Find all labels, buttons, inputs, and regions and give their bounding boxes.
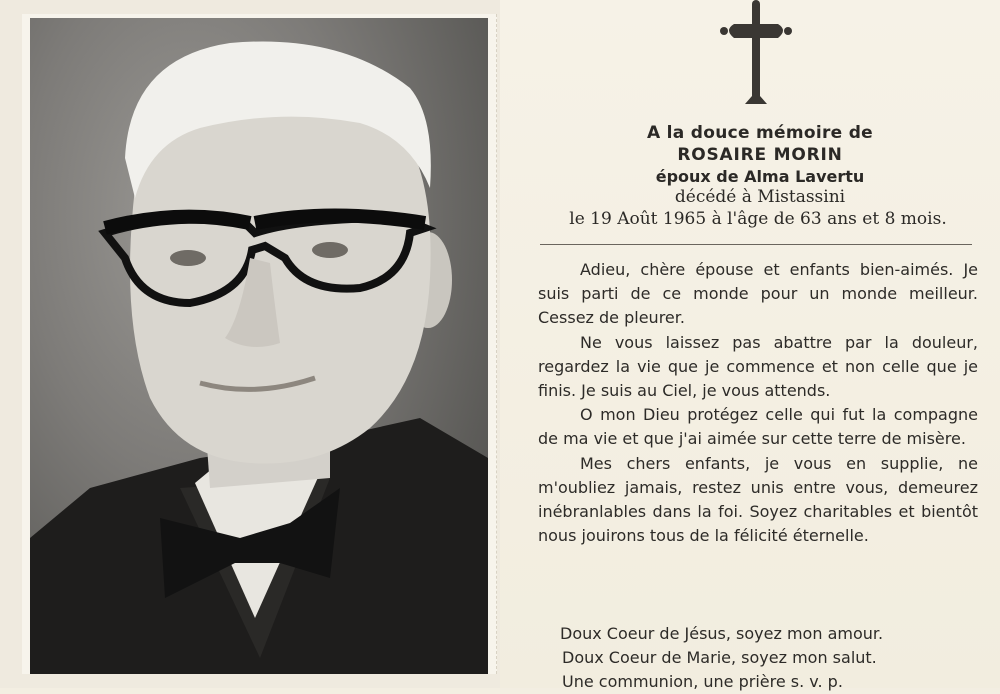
latin-cross-icon	[718, 0, 794, 110]
memorial-message	[538, 258, 978, 548]
portrait-photo	[30, 18, 488, 674]
death-date: le 19 Août 1965 à l'âge de 63 ans et 8 mois.	[569, 209, 947, 229]
paragraph: Adieu, chère épouse et enfants bien-aimés. Je suis parti de ce monde pour un monde meilleur. Cessez de pleurer.	[538, 260, 978, 328]
divider	[540, 244, 972, 245]
prayer-line: Doux Coeur de Jésus, soyez mon amour.	[560, 624, 884, 643]
heading-block	[530, 122, 990, 230]
portrait-illustration	[30, 18, 488, 674]
spouse-line: époux de Alma Lavertu	[655, 167, 865, 186]
photo-frame	[22, 14, 497, 674]
paragraph: O mon Dieu protégez celle qui fut la compagne de ma vie et que j'ai aimée sur cette terre de misère.	[538, 405, 978, 449]
photo-card	[0, 0, 500, 688]
deceased-name: ROSAIRE MORIN	[677, 145, 843, 165]
death-place: décédé à Mistassini	[674, 187, 846, 207]
prayer-line: Une communion, une prière s. v. p.	[562, 672, 843, 691]
paragraph: Mes chers enfants, je vous en supplie, ne m'oubliez jamais, restez unis entre vous, demeurez inébranlables dans la foi. Soyez charitables et bientôt nous jouirons tous de la félicité éternelle.	[538, 453, 978, 546]
prayer-lines	[560, 622, 980, 694]
heading-dedication: A la douce mémoire de	[646, 123, 874, 143]
memorial-text-card	[500, 0, 1000, 691]
paragraph: Ne vous laissez pas abattre par la douleur, regardez la vie que je commence et non celle que je finis. Je suis au Ciel, je vous attends.	[538, 332, 978, 401]
prayer-line: Doux Coeur de Marie, soyez mon salut.	[562, 648, 877, 667]
